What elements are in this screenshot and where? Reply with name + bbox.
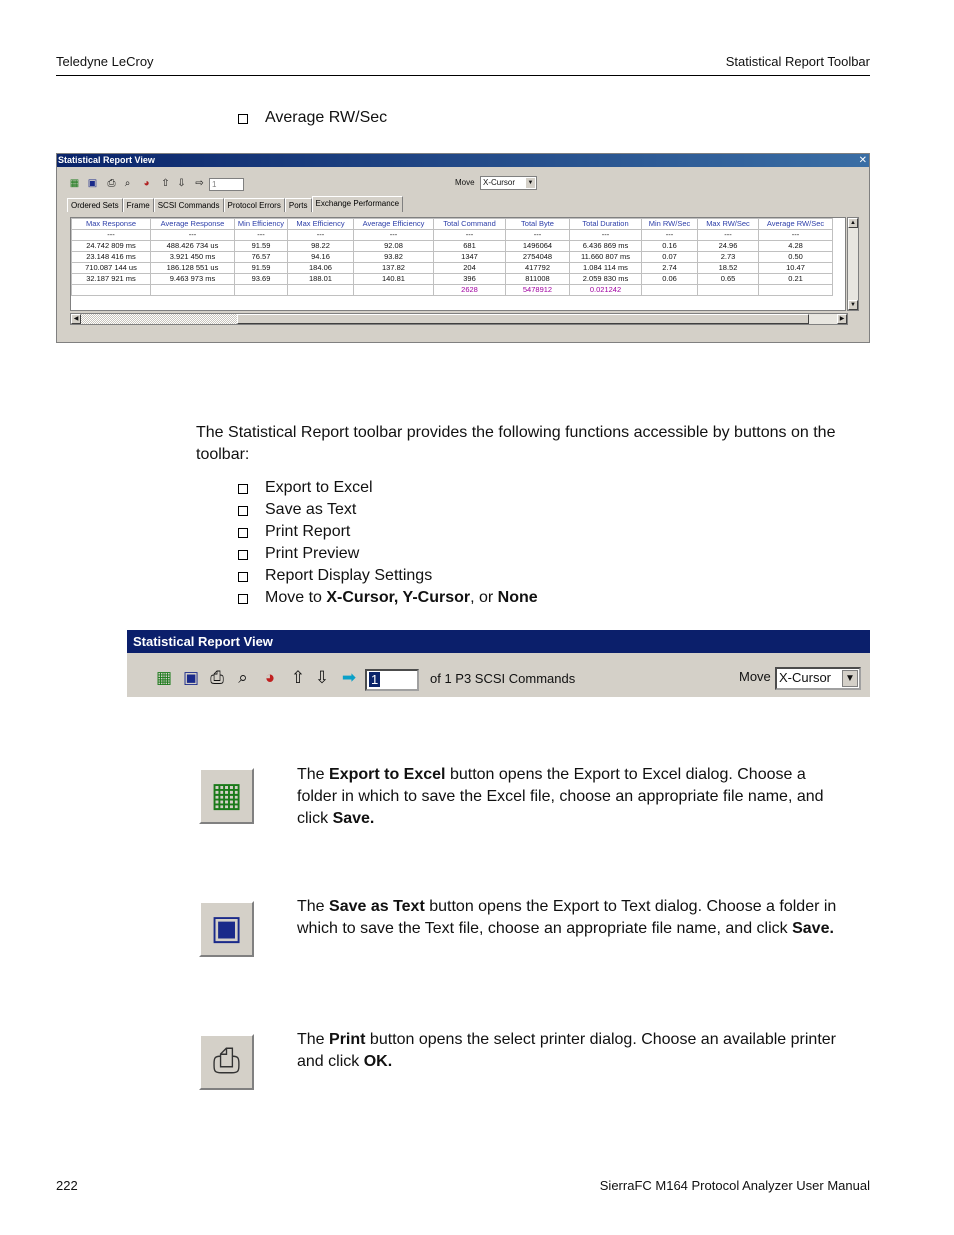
- table-cell: 0.21: [759, 274, 833, 285]
- move-select[interactable]: X-Cursor ▼: [480, 176, 537, 190]
- table-cell: [698, 285, 759, 296]
- table-cell: 0.50: [759, 252, 833, 263]
- table-row: [72, 241, 833, 252]
- table-cell: [354, 285, 434, 296]
- list-item: Print Preview: [236, 543, 538, 565]
- table-cell: 0.16: [642, 241, 698, 252]
- scroll-thumb[interactable]: [237, 314, 809, 324]
- table-cell: 184.06: [288, 263, 354, 274]
- save-text-icon[interactable]: ▣: [87, 178, 98, 189]
- table-cell: Max Efficiency: [288, 219, 354, 230]
- table-cell: 24.742 809 ms: [72, 241, 151, 252]
- header-right: Statistical Report Toolbar: [725, 54, 870, 69]
- print-icon: ⎙: [212, 1042, 241, 1080]
- print-description: The Print button opens the select printer dialog. Choose an available printer and click OK.: [297, 1031, 836, 1070]
- close-icon[interactable]: ✕: [858, 155, 867, 166]
- print-button-image: [199, 1034, 254, 1090]
- tab-exchange-performance[interactable]: Exchange Performance: [312, 196, 404, 212]
- table-cell: 811008: [506, 274, 570, 285]
- table-cell: 76.57: [235, 252, 288, 263]
- table-cell: 204: [434, 263, 506, 274]
- table-cell: 140.81: [354, 274, 434, 285]
- table-row: [72, 230, 833, 241]
- table-cell: ---: [434, 230, 506, 241]
- table-cell: 188.01: [288, 274, 354, 285]
- table-cell: [151, 285, 235, 296]
- table-cell: 1496064: [506, 241, 570, 252]
- report-tabs: [67, 198, 403, 212]
- toolbar-title: Statistical Report View: [127, 630, 870, 653]
- list-item: Print Report: [236, 521, 538, 543]
- table-cell: ---: [642, 230, 698, 241]
- horizontal-scrollbar[interactable]: [70, 313, 848, 325]
- tab-ports[interactable]: Ports: [285, 198, 312, 212]
- table-cell: 6.436 869 ms: [570, 241, 642, 252]
- print-preview-icon[interactable]: ⌕: [238, 668, 248, 687]
- page-info: of 1 P3 SCSI Commands: [430, 671, 576, 686]
- tab-protocol-errors[interactable]: Protocol Errors: [224, 198, 285, 212]
- export-excel-icon: ▦: [210, 776, 243, 814]
- table-cell: 5478912: [506, 285, 570, 296]
- bullet-box-icon: [238, 550, 248, 560]
- table-cell: Max RW/Sec: [698, 219, 759, 230]
- table-cell: 2628: [434, 285, 506, 296]
- bullet-box-icon: [238, 572, 248, 582]
- statistical-report-window: [56, 153, 870, 343]
- function-list: [236, 477, 538, 609]
- tab-frame[interactable]: Frame: [123, 198, 154, 212]
- export-excel-description: The Export to Excel button opens the Export to Excel dialog. Choose a folder in which to save the Excel file, choose an appropriate file name, and click Save.: [297, 766, 824, 827]
- bullet-box-icon: [238, 528, 248, 538]
- page-number: 222: [56, 1178, 78, 1193]
- table-cell: ---: [288, 230, 354, 241]
- table-cell: 93.82: [354, 252, 434, 263]
- bullet-box-icon: [238, 484, 248, 494]
- table-cell: ---: [759, 230, 833, 241]
- table-cell: ---: [72, 230, 151, 241]
- table-row: [72, 263, 833, 274]
- scroll-right-icon[interactable]: ▶: [837, 314, 847, 324]
- footer-title: SierraFC M164 Protocol Analyzer User Manual: [599, 1178, 870, 1193]
- table-cell: 2.74: [642, 263, 698, 274]
- table-row: [72, 285, 833, 296]
- table-cell: 3.921 450 ms: [151, 252, 235, 263]
- table-cell: Average Response: [151, 219, 235, 230]
- table-cell: ---: [235, 230, 288, 241]
- table-cell: [759, 285, 833, 296]
- save-text-icon[interactable]: ▣: [182, 668, 200, 687]
- table-cell: 9.463 973 ms: [151, 274, 235, 285]
- table-cell: 4.28: [759, 241, 833, 252]
- arrow-right-icon[interactable]: ➡: [341, 668, 357, 687]
- table-cell: 18.52: [698, 263, 759, 274]
- list-item: Report Display Settings: [236, 565, 538, 587]
- tab-ordered-sets[interactable]: Ordered Sets: [67, 198, 123, 212]
- table-cell: 1347: [434, 252, 506, 263]
- table-cell: 0.021242: [570, 285, 642, 296]
- table-cell: 91.59: [235, 241, 288, 252]
- scroll-track[interactable]: [81, 314, 237, 324]
- table-cell: 91.59: [235, 263, 288, 274]
- table-cell: 710.087 144 us: [72, 263, 151, 274]
- table-cell: ---: [151, 230, 235, 241]
- table-cell: 488.426 734 us: [151, 241, 235, 252]
- save-text-description: The Save as Text button opens the Export to Text dialog. Choose a folder in which to save the Text file, choose an appropriate file name, and click Save.: [297, 898, 837, 937]
- display-settings-icon[interactable]: ◕: [143, 178, 150, 189]
- table-cell: ---: [354, 230, 434, 241]
- arrow-up-icon[interactable]: ⇧: [161, 178, 170, 189]
- print-icon[interactable]: ⎙: [107, 178, 116, 189]
- table-cell: Average Efficiency: [354, 219, 434, 230]
- table-cell: Max Response: [72, 219, 151, 230]
- print-preview-icon[interactable]: ⌕: [124, 178, 131, 189]
- table-cell: ---: [698, 230, 759, 241]
- table-row: [72, 274, 833, 285]
- bullet-average-rw: Average RW/Sec: [236, 107, 387, 129]
- table-cell: 137.82: [354, 263, 434, 274]
- display-settings-icon[interactable]: ◕: [264, 668, 276, 687]
- page-field[interactable]: 1: [209, 178, 244, 191]
- table-cell: 0.65: [698, 274, 759, 285]
- bullet-box-icon: [238, 506, 248, 516]
- bullet-box-icon: [238, 114, 248, 124]
- report-table: [71, 218, 833, 296]
- arrow-up-icon[interactable]: ⇧: [290, 668, 306, 687]
- move-label: Move: [739, 669, 771, 684]
- save-text-icon: ▣: [210, 909, 243, 947]
- header-divider: [56, 75, 870, 76]
- table-cell: Min Efficiency: [235, 219, 288, 230]
- table-cell: 11.660 807 ms: [570, 252, 642, 263]
- table-cell: [72, 285, 151, 296]
- table-cell: Min RW/Sec: [642, 219, 698, 230]
- bullet-box-icon: [238, 594, 248, 604]
- table-cell: 0.07: [642, 252, 698, 263]
- arrow-down-icon[interactable]: ⇩: [177, 178, 186, 189]
- arrow-right-icon[interactable]: ⇨: [195, 178, 204, 189]
- print-icon[interactable]: ⎙: [210, 668, 224, 687]
- header-left: Teledyne LeCroy: [56, 54, 154, 69]
- vertical-scrollbar[interactable]: [847, 217, 859, 311]
- arrow-down-icon[interactable]: ⇩: [314, 668, 330, 687]
- toolbar-screenshot: [127, 630, 870, 697]
- table-cell: [642, 285, 698, 296]
- export-excel-button-image: [199, 768, 254, 824]
- table-cell: 417792: [506, 263, 570, 274]
- scroll-down-icon[interactable]: ▼: [848, 300, 858, 310]
- table-row: [72, 219, 833, 230]
- page-field[interactable]: 1: [365, 669, 419, 691]
- chevron-down-icon[interactable]: ▼: [842, 670, 858, 687]
- table-cell: 2.73: [698, 252, 759, 263]
- table-cell: 94.16: [288, 252, 354, 263]
- move-label: Move: [455, 178, 475, 187]
- table-cell: [235, 285, 288, 296]
- table-cell: 92.08: [354, 241, 434, 252]
- scroll-up-icon[interactable]: ▲: [848, 218, 858, 228]
- table-cell: ---: [506, 230, 570, 241]
- table-cell: 1.084 114 ms: [570, 263, 642, 274]
- table-cell: Total Byte: [506, 219, 570, 230]
- chevron-down-icon[interactable]: ▼: [527, 180, 534, 186]
- list-item: Move to X-Cursor, Y-Cursor , or None: [236, 587, 538, 609]
- window-title: Statistical Report View ✕: [58, 155, 867, 166]
- table-cell: 0.06: [642, 274, 698, 285]
- table-cell: 23.148 416 ms: [72, 252, 151, 263]
- table-cell: 2.059 830 ms: [570, 274, 642, 285]
- move-select[interactable]: X-Cursor ▼: [775, 667, 861, 690]
- table-cell: 93.69: [235, 274, 288, 285]
- table-cell: ---: [570, 230, 642, 241]
- intro-paragraph: The Statistical Report toolbar provides the following functions accessible by buttons on the toolbar:: [196, 424, 836, 463]
- tab-scsi-commands[interactable]: SCSI Commands: [154, 198, 224, 212]
- table-cell: 32.187 921 ms: [72, 274, 151, 285]
- table-cell: 681: [434, 241, 506, 252]
- table-cell: Total Duration: [570, 219, 642, 230]
- list-item: Export to Excel: [236, 477, 538, 499]
- table-cell: 10.47: [759, 263, 833, 274]
- export-excel-icon[interactable]: ▦: [155, 668, 173, 687]
- table-cell: Average RW/Sec: [759, 219, 833, 230]
- table-cell: 2754048: [506, 252, 570, 263]
- save-text-button-image: [199, 901, 254, 957]
- table-cell: 98.22: [288, 241, 354, 252]
- report-grid: [70, 217, 846, 311]
- table-cell: 186.128 551 us: [151, 263, 235, 274]
- export-excel-icon[interactable]: ▦: [69, 178, 80, 189]
- table-cell: 24.96: [698, 241, 759, 252]
- list-item: Save as Text: [236, 499, 538, 521]
- scroll-left-icon[interactable]: ◀: [71, 314, 81, 324]
- table-cell: 396: [434, 274, 506, 285]
- table-cell: [288, 285, 354, 296]
- table-cell: Total Command: [434, 219, 506, 230]
- table-row: [72, 252, 833, 263]
